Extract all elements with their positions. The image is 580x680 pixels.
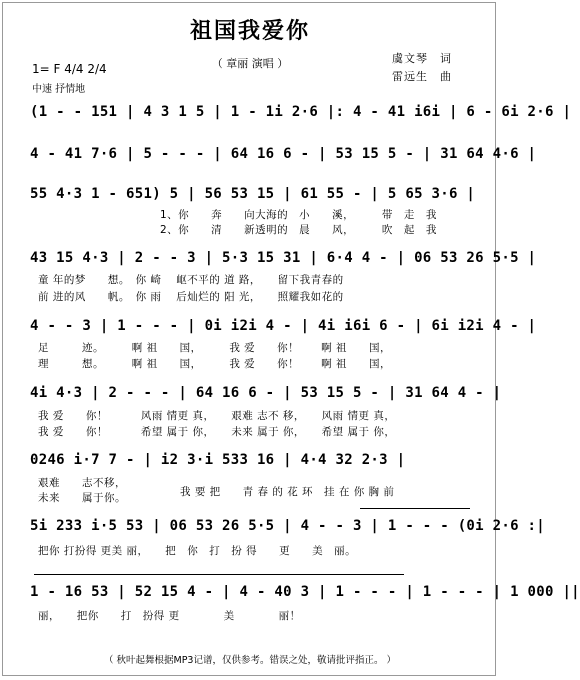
lyric-line: 把你 打扮得 更美 丽， 把 你 打 扮 得 更 美 丽。	[38, 545, 357, 557]
lyric-line: 1、你 奔 向大海的 小 溪， 带 走 我	[160, 209, 437, 221]
lyric-line: 未来 属于你。	[38, 492, 126, 504]
singer-credit: （ 章丽 演唱 ）	[211, 57, 289, 70]
tempo-marking: 中速 抒情地	[32, 84, 86, 95]
volta-bracket-2	[34, 574, 404, 575]
score-line-3: 55 4·3 1 - 651) 5 | 56 53 15 | 61 55 - | 5 65 3·6 |	[30, 186, 476, 202]
score-line-2: 4 - 41 7·6 | 5 - - - | 64 16 6 - | 53 15 5 - | 31 64 4·6 |	[30, 146, 537, 162]
volta-bracket-1	[360, 508, 470, 509]
lyric-line: 艰难 志不移，	[38, 477, 126, 489]
lyric-line: 足 迹。 啊 祖 国， 我 爱 你！ 啊 祖 国，	[38, 342, 392, 354]
score-line-4: 43 15 4·3 | 2 - - 3 | 5·3 15 31 | 6·4 4 - | 06 53 26 5·5 |	[30, 250, 537, 266]
lyric-line: 我 要 把 青 春 的 花 环 挂 在 你 胸 前	[180, 486, 395, 498]
score-line-1: (1 - - 151 | 4 3 1 5 | 1 - 1i 2·6 |: 4 - 41 i6i | 6 - 6i 2·6 |	[30, 104, 572, 120]
lyricist-credit: 虞文琴 词	[392, 52, 452, 65]
score-line-7: 0246 i·7 7 - | i2 3·i 533 16 | 4·4 32 2·3 |	[30, 452, 406, 468]
lyric-line: 我 爱 你！ 希望 属于 你， 未来 属于 你， 希望 属于 你，	[38, 426, 396, 438]
song-title: 祖国我爱你	[189, 19, 310, 44]
lyric-line: 理 想。 啊 祖 国， 我 爱 你！ 啊 祖 国，	[38, 358, 392, 370]
footer-note: （ 秋叶起舞根据MP3记谱，仅供参考。错误之处，敬请批评指正。 ）	[103, 655, 396, 666]
composer-credit: 雷远生 曲	[392, 70, 452, 83]
lyric-line: 童 年的梦 想。 你 崎 岖不平的 道 路， 留下我青春的	[38, 274, 344, 286]
lyric-line: 前 进的风 帆。 你 雨 后灿烂的 阳 光， 照耀我如花的	[38, 291, 344, 303]
score-line-6: 4i 4·3 | 2 - - - | 64 16 6 - | 53 15 5 - | 31 64 4 - |	[30, 385, 502, 401]
score-line-5: 4 - - 3 | 1 - - - | 0i i2i 4 - | 4i i6i 6 - | 6i i2i 4 - |	[30, 318, 537, 334]
score-line-9: 1 - 16 53 | 52 15 4 - | 4 - 40 3 | 1 - - - | 1 - - - | 1 000 ||	[30, 584, 580, 600]
key-signature: 1= F 4/4 2/4	[32, 62, 107, 76]
lyric-line: 2、你 清 新透明的 晨 风， 吹 起 我	[160, 224, 437, 236]
lyric-line: 丽， 把你 打 扮得 更 美 丽！	[38, 610, 301, 622]
lyric-line: 我 爱 你！ 风雨 情更 真， 艰难 志不 移， 风雨 情更 真，	[38, 410, 396, 422]
score-line-8: 5i 233 i·5 53 | 06 53 26 5·5 | 4 - - 3 | 1 - - - (0i 2·6 :|	[30, 518, 545, 534]
